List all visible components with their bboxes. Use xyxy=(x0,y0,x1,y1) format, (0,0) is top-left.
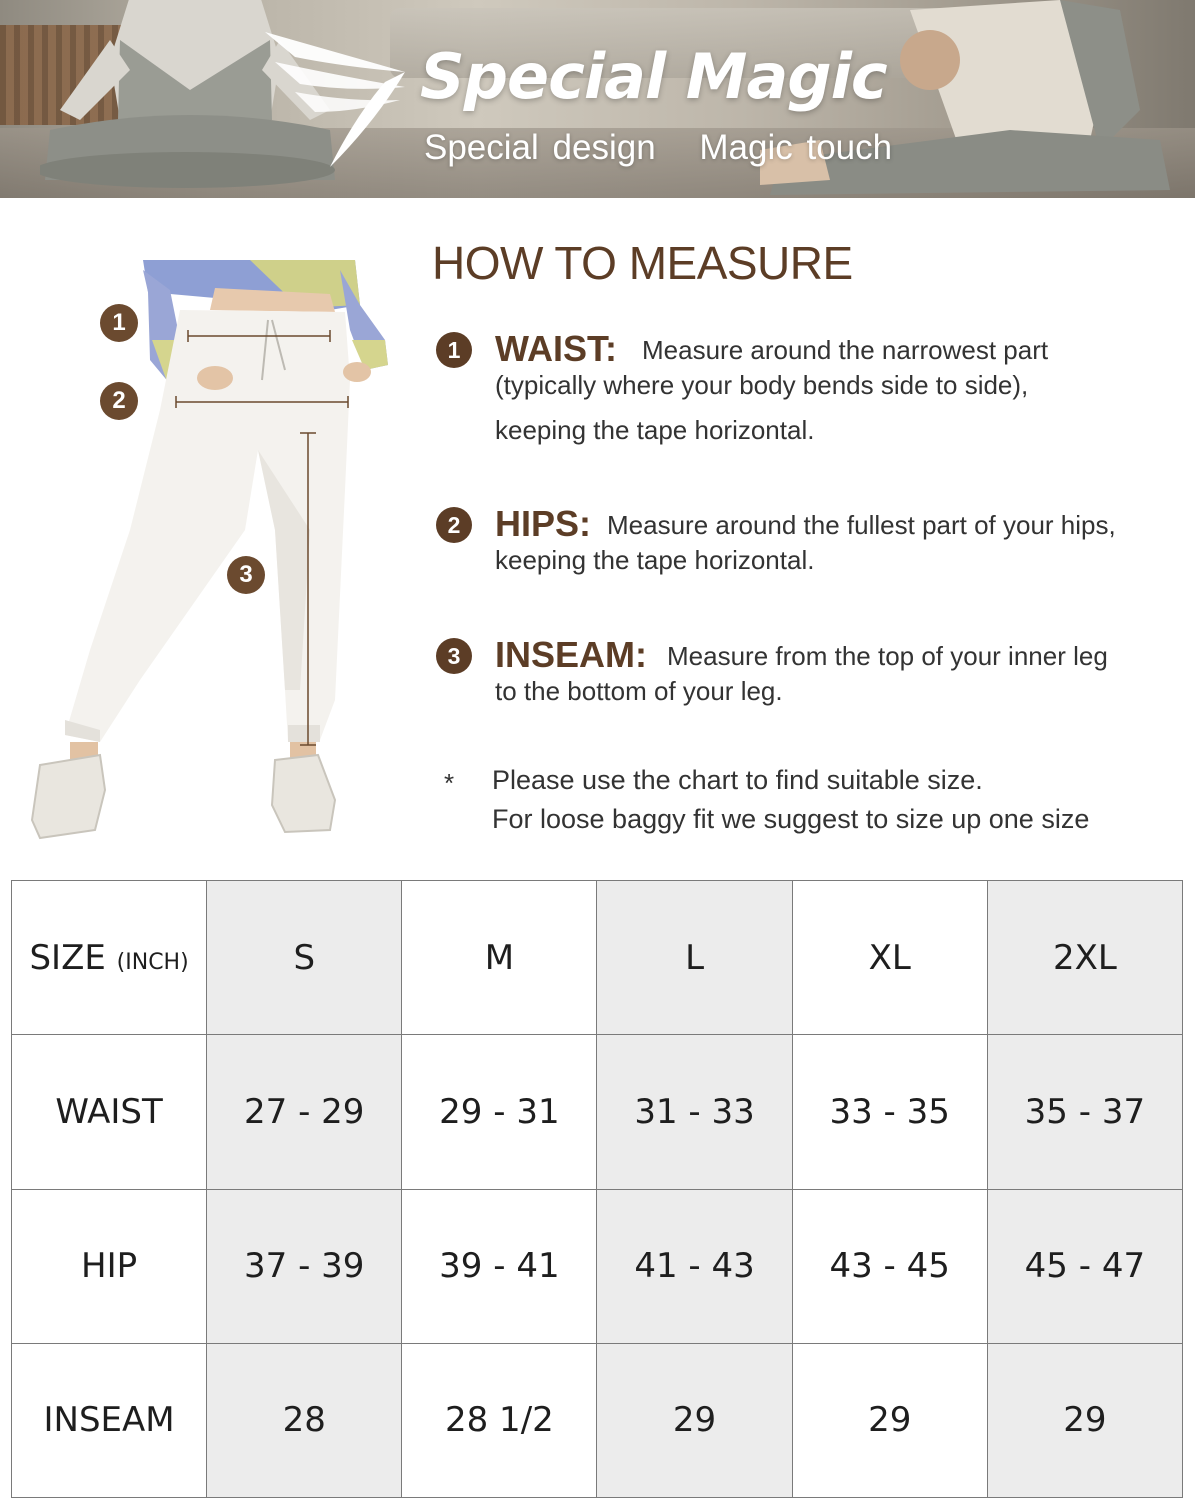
size-cell-xl: XL xyxy=(792,881,987,1035)
brand-name: Special Magic xyxy=(420,40,887,113)
row-label: WAIST xyxy=(12,1035,207,1189)
brand-tagline xyxy=(424,128,892,168)
how-to-measure-title: HOW TO MEASURE xyxy=(432,237,853,289)
table-header-row xyxy=(12,881,1183,1035)
size-cell-s: S xyxy=(207,881,402,1035)
table-row-hip xyxy=(12,1189,1183,1343)
step-title: HIPS: xyxy=(495,503,592,544)
table-cell: 39 - 41 xyxy=(402,1189,597,1343)
table-cell: 41 - 43 xyxy=(597,1189,792,1343)
step-title: WAIST: xyxy=(495,328,617,369)
step-title: INSEAM: xyxy=(495,634,647,675)
step-waist xyxy=(436,328,1181,448)
size-cell-l: L xyxy=(597,881,792,1035)
step-text: Measure around the narrowest part xyxy=(642,335,1049,365)
size-cell-m: M xyxy=(402,881,597,1035)
size-header-cell xyxy=(12,881,207,1035)
size-cell-2xl: 2XL xyxy=(987,881,1182,1035)
table-cell: 29 - 31 xyxy=(402,1035,597,1189)
hips-marker: 2 xyxy=(100,382,138,420)
table-cell: 27 - 29 xyxy=(207,1035,402,1189)
measurement-figure xyxy=(0,230,420,850)
table-cell: 43 - 45 xyxy=(792,1189,987,1343)
table-row-waist xyxy=(12,1035,1183,1189)
step-inseam xyxy=(436,634,1181,714)
waist-marker: 1 xyxy=(100,304,138,342)
step-text: keeping the tape horizontal. xyxy=(495,545,815,575)
step-hips xyxy=(436,503,1181,583)
table-cell: 28 xyxy=(207,1343,402,1497)
table-row-inseam xyxy=(12,1343,1183,1497)
table-cell: 37 - 39 xyxy=(207,1189,402,1343)
table-cell: 29 xyxy=(792,1343,987,1497)
tagline-left: Special design xyxy=(424,128,656,167)
table-cell: 33 - 35 xyxy=(792,1035,987,1189)
step-text: keeping the tape horizontal. xyxy=(495,415,815,445)
step-text: (typically where your body bends side to side), xyxy=(495,370,1029,400)
wing-logo-icon xyxy=(255,12,415,172)
table-cell: 45 - 47 xyxy=(987,1189,1182,1343)
size-header-unit: (INCH) xyxy=(116,949,189,975)
step-number: 3 xyxy=(436,638,472,674)
size-header-label: SIZE xyxy=(29,937,106,978)
row-label: HIP xyxy=(12,1189,207,1343)
step-number: 1 xyxy=(436,332,472,368)
row-label: INSEAM xyxy=(12,1343,207,1497)
inseam-marker: 3 xyxy=(227,556,265,594)
table-cell: 35 - 37 xyxy=(987,1035,1182,1189)
table-cell: 28 1/2 xyxy=(402,1343,597,1497)
table-cell: 31 - 33 xyxy=(597,1035,792,1189)
table-cell: 29 xyxy=(597,1343,792,1497)
tagline-right: Magic touch xyxy=(699,128,893,167)
size-chart-table xyxy=(11,880,1183,1498)
step-text: Measure from the top of your inner leg xyxy=(667,641,1108,671)
step-text: Measure around the fullest part of your hips, xyxy=(607,510,1116,540)
note-text: For loose baggy fit we suggest to size up one size xyxy=(492,804,1090,834)
step-number: 2 xyxy=(436,507,472,543)
note-text: Please use the chart to find suitable size. xyxy=(492,765,983,795)
pants-model-image xyxy=(0,230,420,850)
step-text: to the bottom of your leg. xyxy=(495,676,783,706)
note-asterisk: * xyxy=(444,768,455,798)
table-cell: 29 xyxy=(987,1343,1182,1497)
brand-banner xyxy=(0,0,1195,198)
